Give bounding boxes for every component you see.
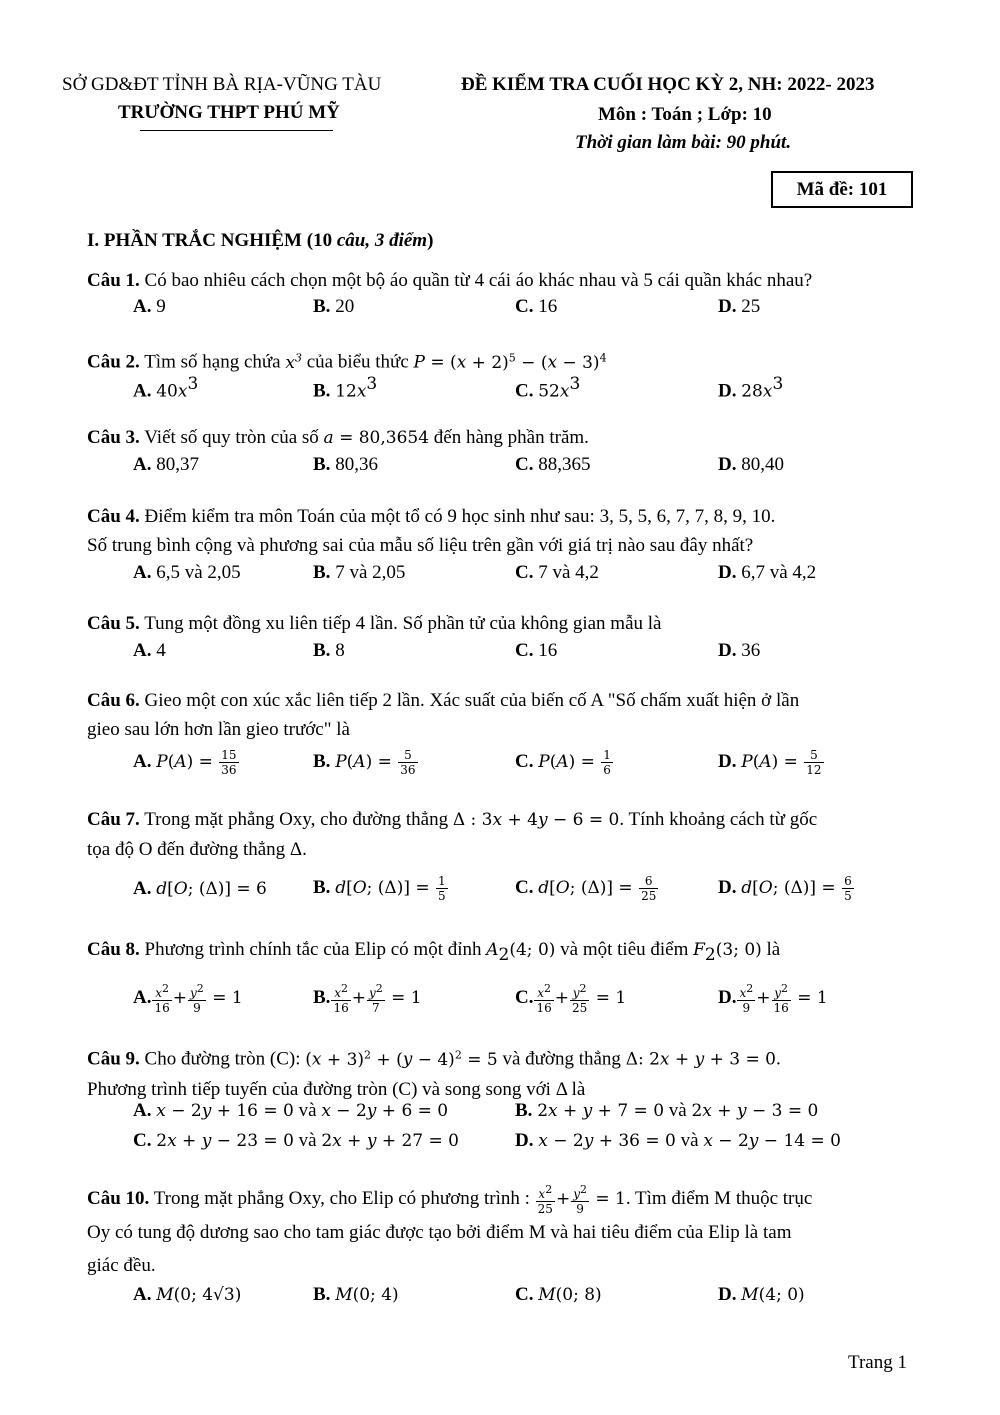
section-title-suffix: ): [427, 230, 434, 251]
q5-option-a[interactable]: A. 4: [133, 640, 166, 661]
q2-option-d[interactable]: D. $28x^3$: [718, 374, 784, 402]
question-number: Câu 1.: [87, 270, 140, 291]
q6-option-a[interactable]: A. P(A) = $\frac{15}{36}$: [133, 748, 237, 777]
question-3: Câu 3. Viết số quy tròn của số a = 80,3654 đến hàng phần trăm.: [87, 427, 589, 448]
q9-option-c[interactable]: C. 2x + y − 23 = 0 và 2x + y + 27 = 0: [133, 1130, 459, 1151]
q2-option-c[interactable]: C. $52x^3$: [515, 374, 581, 402]
q7-option-a[interactable]: A. d[O; (Δ)] = 6: [133, 878, 267, 899]
page-number: Trang 1: [848, 1352, 907, 1373]
q4-option-d[interactable]: D. 6,7 và 4,2: [718, 562, 817, 583]
question-9: Câu 9. Cho đường tròn (C): $(x + 3)^2 + (y - 4)^2 = 5$ và đường thẳng Δ: 2x + y + 3 = 0. Phương trình tiếp tuyến của đường tròn (C) và song song với Δ là: [87, 1048, 781, 1100]
q10-option-b[interactable]: B. M(0; 4): [313, 1284, 399, 1305]
section-title-prefix: I. PHẦN TRẮC NGHIỆM (10: [87, 230, 337, 251]
q1-option-c[interactable]: C. 16: [515, 296, 558, 317]
q7-option-b[interactable]: B. d[O; (Δ)] = $\frac{1}{5}$: [313, 874, 446, 903]
q2-option-a[interactable]: A. $40x^3$: [133, 374, 199, 402]
q3-option-c[interactable]: C. 88,365: [515, 454, 591, 475]
subject-line: Môn : Toán ; Lớp: 10: [598, 104, 772, 125]
q5-option-c[interactable]: C. 16: [515, 640, 558, 661]
q10-option-a[interactable]: A. M(0; 4√3): [133, 1284, 242, 1305]
school-name: TRƯỜNG THPT PHÚ MỸ: [118, 102, 340, 123]
question-7: Câu 7. Trong mặt phẳng Oxy, cho đường thẳng Δ : 3x + 4y − 6 = 0. Tính khoảng cách từ gốc tọa độ O đến đường thẳng Δ.: [87, 809, 818, 860]
q10-option-d[interactable]: D. M(4; 0): [718, 1284, 805, 1305]
question-6: Câu 6. Gieo một con xúc xắc liên tiếp 2 lần. Xác suất của biến cố A "Số chấm xuất hiện ở lần gieo sau lớn hơn lần gieo trước" là: [87, 690, 800, 740]
q8-option-a[interactable]: A. $\frac{x^2}{16}$ + $\frac{y^2}{9}$ = 1: [133, 982, 243, 1015]
q1-option-b[interactable]: B. 20: [313, 296, 355, 317]
question-4: Câu 4. Điểm kiểm tra môn Toán của một tổ có 9 học sinh như sau: 3, 5, 5, 6, 7, 7, 8, 9, 10. Số trung bình cộng và phương sai của mẫu số liệu trên gần với giá trị nào sau đây nhất?: [87, 506, 776, 556]
q7-option-c[interactable]: C. d[O; (Δ)] = $\frac{6}{25}$: [515, 874, 657, 903]
question-2: Câu 2. Tìm số hạng chứa $x^3$ của biểu thức $P = (x + 2)^5 - (x - 3)^4$: [87, 351, 607, 373]
q1-option-d[interactable]: D. 25: [718, 296, 761, 317]
q10-option-c[interactable]: C. M(0; 8): [515, 1284, 602, 1305]
question-1: [87, 266, 927, 295]
exam-code-box: Mã đề: 101: [771, 171, 913, 208]
question-text: Có bao nhiêu cách chọn một bộ áo quần từ 4 cái áo khác nhau và 5 cái quần khác nhau?: [139, 270, 813, 291]
q6-option-b[interactable]: B. P(A) = $\frac{5}{36}$: [313, 748, 416, 777]
exam-duration: Thời gian làm bài: 90 phút.: [575, 132, 792, 153]
question-5: Câu 5. Tung một đồng xu liên tiếp 4 lần. Số phần tử của không gian mẫu là: [87, 613, 662, 634]
q5-option-b[interactable]: B. 8: [313, 640, 345, 661]
q4-option-a[interactable]: A. 6,5 và 2,05: [133, 562, 241, 583]
q3-option-b[interactable]: B. 80,36: [313, 454, 378, 475]
question-10: Câu 10. Trong mặt phẳng Oxy, cho Elip có phương trình : $\frac{x^2}{25}$ + $\frac{y^2}{9}$ = 1. Tìm điểm M thuộc trục Oy có tung độ dương sao cho tam giác được tạo bởi điểm M và hai tiêu điểm của Elip là tam giác đều.: [87, 1183, 813, 1277]
q8-option-b[interactable]: B. $\frac{x^2}{16}$ + $\frac{y^2}{7}$ = 1: [313, 982, 422, 1015]
exam-title: ĐỀ KIỂM TRA CUỐI HỌC KỲ 2, NH: 2022- 2023: [461, 74, 875, 95]
question-8: Câu 8. Phương trình chính tắc của Elip có một đỉnh $A_2(4$; 0) và một tiêu điểm $F_2(3$; 0) là: [87, 939, 781, 965]
header-divider: [140, 130, 333, 131]
section-title-italic: câu, 3 điểm: [336, 230, 428, 251]
q4-option-b[interactable]: B. 7 và 2,05: [313, 562, 406, 583]
q9-option-d[interactable]: D. x − 2y + 36 = 0 và x − 2y − 14 = 0: [515, 1130, 841, 1151]
q6-option-d[interactable]: D. P(A) = $\frac{5}{12}$: [718, 748, 822, 777]
q9-option-a[interactable]: A. x − 2y + 16 = 0 và x − 2y + 6 = 0: [133, 1100, 449, 1121]
q8-option-c[interactable]: C. $\frac{x^2}{16}$ + $\frac{y^2}{25}$ = 1: [515, 982, 627, 1015]
section-title: [87, 230, 433, 252]
q5-option-d[interactable]: D. 36: [718, 640, 761, 661]
q9-option-b[interactable]: B. 2x + y + 7 = 0 và 2x + y − 3 = 0: [515, 1100, 819, 1121]
q3-option-d[interactable]: D. 80,40: [718, 454, 784, 475]
q3-option-a[interactable]: A. 80,37: [133, 454, 199, 475]
q2-option-b[interactable]: B. $12x^3$: [313, 374, 378, 402]
q4-option-c[interactable]: C. 7 và 4,2: [515, 562, 599, 583]
q1-option-a[interactable]: A. 9: [133, 296, 166, 317]
q7-option-d[interactable]: D. d[O; (Δ)] = $\frac{6}{5}$: [718, 874, 852, 903]
department-name: SỞ GD&ĐT TỈNH BÀ RỊA-VŨNG TÀU: [62, 74, 382, 95]
q8-option-d[interactable]: D. $\frac{x^2}{9}$ + $\frac{y^2}{16}$ = 1: [718, 982, 828, 1015]
q6-option-c[interactable]: C. P(A) = $\frac{1}{6}$: [515, 748, 611, 777]
